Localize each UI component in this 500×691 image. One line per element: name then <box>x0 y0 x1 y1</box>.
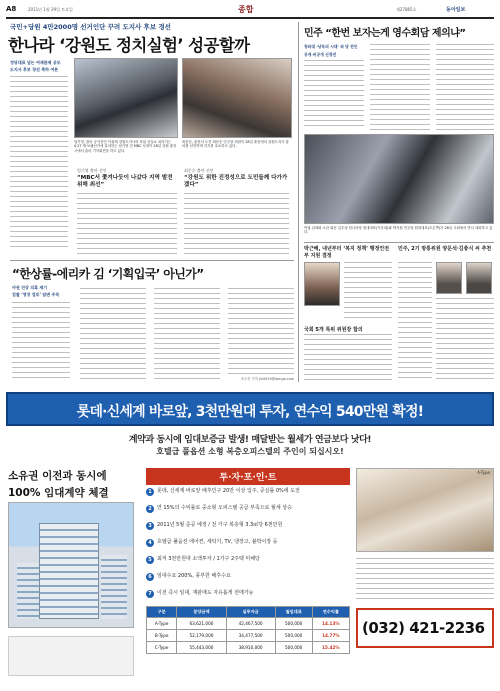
table-cell: 500,000 <box>275 642 312 654</box>
bottom-body-1 <box>12 302 70 380</box>
point-text: 연 15%의 수익률로 중소형 오피스텔 공급 부족으로 월세 상승 <box>157 505 292 511</box>
point-text: 호텔급 풀옵션 에어컨, 세탁기, TV, 냉장고, 붙박이장 등 <box>157 539 278 545</box>
table-cell: B-Type <box>147 630 177 642</box>
table-row <box>147 618 350 630</box>
subhead-1: 정당대표 넘는 여재관제 공모 <box>10 60 61 65</box>
table-cell: 34,477,500 <box>226 630 275 642</box>
point-text: 2011년 5월 준공 예정 / 전 가구 복층형 3.3㎡당 6천만원 <box>157 522 283 528</box>
mid-headline-1: “MBC서 쫓겨나듯이 나갔다 지역 발전 위해 최선” <box>77 175 173 188</box>
price-table-header <box>147 607 350 618</box>
point-number: 5 <box>146 556 154 564</box>
right-photo-caption: 여권 실세와 오찬 회동 김무성 한나라당 원내대표(가운데)와 박지원 민주당 원내대표(오른쪽)가 28일 국회에서 만나 대화하고 있다. <box>304 226 493 235</box>
bottom-body-3 <box>154 288 220 380</box>
photo-yang <box>436 262 462 294</box>
note-body-1 <box>304 334 392 380</box>
price-table <box>146 606 350 654</box>
point-item <box>146 505 350 513</box>
point-item <box>146 573 350 581</box>
point-item <box>146 522 350 530</box>
ad-banner-text: 롯데·신세계 바로앞, 3천만원대 투자, 연수익 540만원 확정! <box>76 404 424 420</box>
mid-headline-2: “강원도 위한 진정성으로 도민들께 다가가겠다” <box>184 175 288 188</box>
photo-caption: 엄기영, 출마 공식선언 이광재 강원도지사의 직위 상실로 치러지는 4·27 재·보궐선거에 출마하는 엄기영 전 MBC 사장이 28일 강원 춘천시에서 출마 기자회견을 하고 있다. <box>74 140 177 153</box>
ad-building-render <box>8 502 134 628</box>
points-list <box>146 488 350 598</box>
bottom-subhead-1: 야권 진상 의혹 제기 <box>12 285 48 290</box>
point-item <box>146 488 350 496</box>
note-body-2b <box>436 298 494 380</box>
point-item <box>146 556 350 564</box>
ad-logos <box>8 636 134 676</box>
ad-photo-label: A-Type <box>477 470 490 475</box>
point-item <box>146 539 350 547</box>
story-divider <box>10 260 294 261</box>
point-number: 4 <box>146 539 154 547</box>
right-body-2 <box>370 44 430 130</box>
ad-small-text <box>356 558 494 600</box>
photo-meeting <box>304 134 494 224</box>
point-text: 이전 즉시 임대, 재판매도 자유롭게 전매가능 <box>157 590 254 596</box>
ad-banner <box>6 392 494 426</box>
photo-caption-2: 최문순, 춘천서 도전 최문순 민주당 의원이 28일 춘천에서 강원도지사 출마를 선언하며 지지를 호소하고 있다. <box>182 140 289 149</box>
ad-left-title-1: 소유권 이전과 동시에 <box>8 470 107 482</box>
point-number: 1 <box>146 488 154 496</box>
photo-choi-munsoon <box>182 58 292 138</box>
table-cell: 15.42% <box>312 642 349 654</box>
ad-left-title-2: 100% 임대계약 체결 <box>8 487 109 499</box>
right-body-1 <box>304 60 364 130</box>
point-item <box>146 590 350 598</box>
price-table-header-cell: 분양금액 <box>177 607 226 618</box>
ad-interior-photo <box>356 468 494 552</box>
note-body-2 <box>398 262 432 380</box>
subhead-2: 도지사 후보 경선 축하 여론 <box>10 67 59 72</box>
phone-number: (032) 421-2236 <box>362 619 485 637</box>
header-rule <box>6 17 494 19</box>
note-head-3: 박근혜, 내년부터 ‘복지 정책’ 행정안전부 지원 결정 <box>304 246 390 259</box>
table-cell: 38,910,000 <box>226 642 275 654</box>
table-cell: 14.77% <box>312 630 349 642</box>
column-divider <box>298 22 299 382</box>
price-table-header-cell: 연수익률 <box>312 607 349 618</box>
paper-name: 동아일보 <box>446 7 466 13</box>
point-text: 임대수요 200%, 풍부한 배후수요 <box>157 573 231 579</box>
right-headline: 민주 “한번 보자는게 영수회담 제의냐” <box>304 28 466 39</box>
ad-left-panel <box>8 468 138 680</box>
point-number: 3 <box>146 522 154 530</box>
right-divider <box>304 242 494 243</box>
bottom-subhead-2: 검찰 ‘영장 검토’ 답변 주목 <box>12 292 60 297</box>
note-head-1: 국회 5개 특위 위원장 합의 <box>304 327 363 333</box>
mid-label-2: 최문순 출마 선언 <box>184 168 214 173</box>
point-number: 6 <box>146 573 154 581</box>
right-subhead-1: 청와대 ‘낭독의 시대’ 와 당 전인 <box>304 44 358 49</box>
note-head-2: 민주, 2기 방통위원 양문석·김충식 씨 추천 <box>398 246 492 252</box>
article-body-text <box>10 76 68 251</box>
table-cell: 63,621,000 <box>177 618 226 630</box>
point-number: 2 <box>146 505 154 513</box>
ad-right-panel <box>356 468 494 680</box>
note-body-3 <box>344 262 392 322</box>
mid-label-1: 엄기영 출마 선언 <box>77 168 107 173</box>
ad-sub: 호텔급 풀옵션 소형 복층오피스텔의 주인이 되십시오! <box>156 447 344 456</box>
point-text: 최저 3천만원대 소액투자 / 1가구 2주택 미해당 <box>157 556 260 562</box>
kicker: 국민+당원 4만2000명 선거인단 꾸려 도지사 후보 경선 <box>10 23 171 31</box>
table-cell: A-Type <box>147 618 177 630</box>
price-table-header-cell: 구분 <box>147 607 177 618</box>
point-number: 7 <box>146 590 154 598</box>
photo-kim <box>466 262 492 294</box>
photo-eom-kiyoung <box>74 58 178 138</box>
price-table-header-cell: 실투자금 <box>226 607 275 618</box>
table-cell: C-Type <box>147 642 177 654</box>
price-table-header-cell: 월임대료 <box>275 607 312 618</box>
investment-points <box>146 468 350 680</box>
right-body-3 <box>436 44 494 130</box>
bottom-body-4 <box>228 288 294 374</box>
page-date: 2011년 1월 29일 토요일 <box>28 7 73 12</box>
table-cell: 500,000 <box>275 630 312 642</box>
table-row <box>147 630 350 642</box>
ad-slogan: 계약과 동시에 임대보증금 발생! 매달받는 월세가 연금보다 낫다! <box>128 435 372 445</box>
right-subhead-2: 공개·비공개 신경전 <box>304 52 337 57</box>
issue-number: 제27865호 <box>396 7 417 12</box>
bottom-headline: “한상률-에리카 김 ‘기획입국’ 아닌가” <box>12 267 204 281</box>
points-title: 투·자·포·인·트 <box>146 468 350 485</box>
table-row <box>147 642 350 654</box>
page-number: A8 <box>6 5 17 13</box>
photo-portrait <box>304 262 340 306</box>
mid-body-2 <box>184 193 289 255</box>
mid-body-1 <box>77 193 177 255</box>
table-cell: 52,179,000 <box>177 630 226 642</box>
table-cell: 42,467,500 <box>226 618 275 630</box>
table-cell: 55,443,000 <box>177 642 226 654</box>
table-cell: 14.13% <box>312 618 349 630</box>
byline: 조수진 기자 jin0619@donga.com <box>240 377 294 381</box>
main-headline: 한나라 ‘강원도 정치실험’ 성공할까 <box>8 36 250 55</box>
phone-box <box>356 608 494 648</box>
page-header <box>6 4 494 17</box>
point-text: 롯데, 신세계 바로앞 배후인구 20만 이상 입주, 공실률 0%에 도전 <box>157 488 300 494</box>
section-name: 종합 <box>238 5 254 14</box>
table-cell: 500,000 <box>275 618 312 630</box>
bottom-body-2 <box>80 288 146 380</box>
